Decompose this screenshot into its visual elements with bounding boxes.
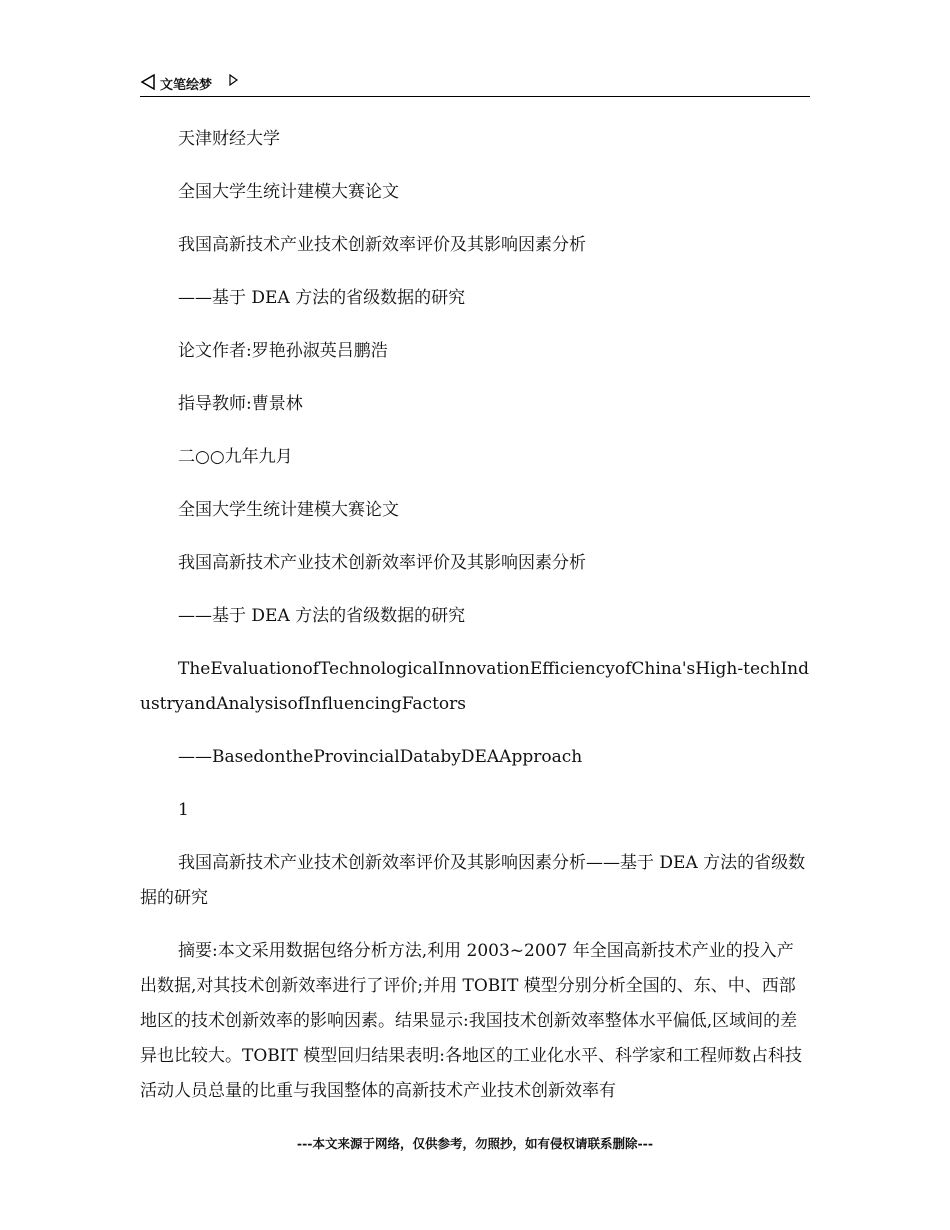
paragraph-title: 我国高新技术产业技术创新效率评价及其影响因素分析: [178, 235, 586, 255]
triangle-right-icon: [228, 74, 238, 86]
paragraph-subtitle: ——基于 DEA 方法的省级数据的研究: [178, 288, 466, 308]
paragraph-abstract: 摘要:本文采用数据包络分析方法,利用 2003~2007 年全国高新技术产业的投入产出数据,对其技术创新效率进行了评价;并用 TOBIT 模型分别分析全国的、东、中、西部地区的技术创新效率的影响因素。结果显示:我国技术创新效率整体水平偏低,区域间的差异也比较大。TOBIT 模型回归结果表明:各地区的工业化水平、科学家和工程师数占科技活动人员总量的比重与我国整体的高新技术产业技术创新效率有: [140, 941, 802, 1101]
paragraph-english-subtitle: ——BasedontheProvincialDatabyDEAApproach: [178, 747, 583, 767]
triangle-left-icon: [140, 73, 156, 91]
paragraph-university: 天津财经大学: [178, 129, 280, 149]
paragraph-competition-repeat: 全国大学生统计建模大赛论文: [178, 500, 399, 520]
paragraph-competition: 全国大学生统计建模大赛论文: [178, 182, 399, 202]
header-brand: 文笔绘梦: [160, 78, 213, 93]
page-header: [140, 70, 810, 97]
footer-notice: ---本文来源于网络，仅供参考，勿照抄，如有侵权请联系删除---: [296, 1136, 654, 1151]
paragraph-date: 二○○九年九月: [178, 447, 293, 467]
paragraph-title-repeat: 我国高新技术产业技术创新效率评价及其影响因素分析: [178, 553, 586, 573]
document-body: [140, 122, 810, 1127]
paragraph-advisor: 指导教师:曹景林: [178, 394, 303, 414]
paragraph-authors: 论文作者:罗艳孙淑英吕鹏浩: [178, 341, 388, 361]
paragraph-full-title: 我国高新技术产业技术创新效率评价及其影响因素分析——基于 DEA 方法的省级数据的研究: [140, 853, 806, 908]
paragraph-subtitle-repeat: ——基于 DEA 方法的省级数据的研究: [178, 606, 466, 626]
paragraph-page-number: 1: [178, 800, 189, 820]
paragraph-english-title: TheEvaluationofTechnologicalInnovationEfficiencyofChina'sHigh-techIndustryandAnalysisofInfluencingFactors: [140, 659, 810, 714]
